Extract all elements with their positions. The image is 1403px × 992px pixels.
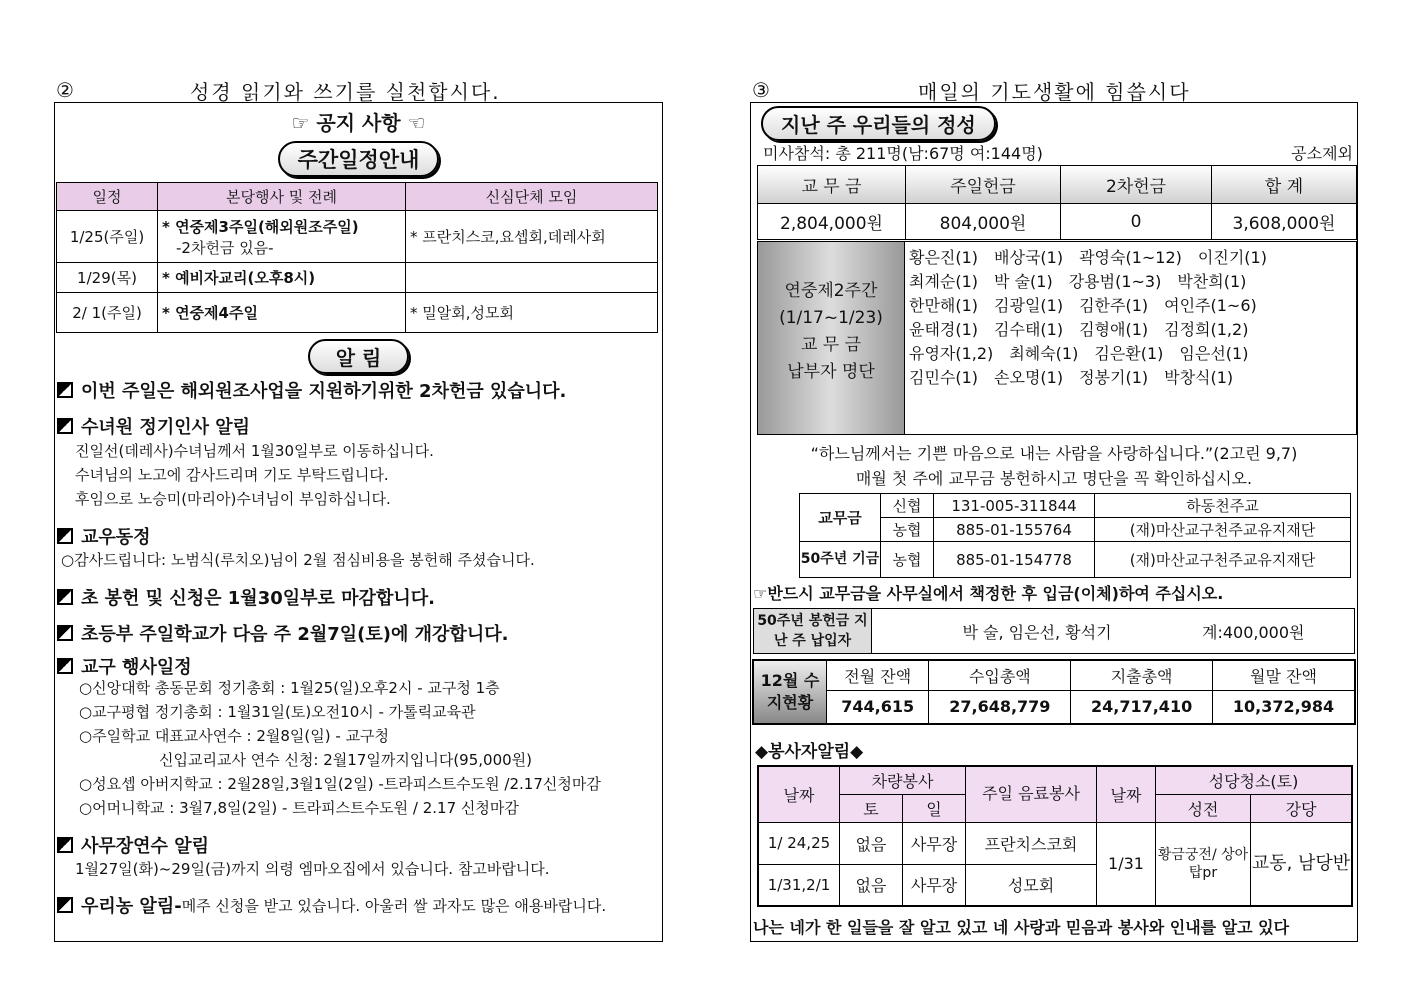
page-number-right: ③ [752, 78, 770, 102]
vol-clean-date: 1/31 [1097, 822, 1156, 906]
donors-list: 황은진(1) 배상국(1) 곽영숙(1~12) 이진기(1) 최계순(1) 박 술(1) 강용범(1~3) 박찬희(1) 한만해(1) 김광일(1) 김한주(1) 여인주(1~6) 윤태경(1) 김수태(1) 김형애(1) 김정희(1,2) 유영자(1,2) 최혜숙(1) 김은환(1) 임은선(1) 김민수(1) 손오명(1) 정봉기(1) 박창식(1) [905, 241, 1357, 435]
offering-header: 주일헌금 [906, 166, 1061, 204]
square-bullet-icon [57, 658, 73, 674]
vol-header-car-sat: 토 [840, 794, 903, 822]
schedule-date: 1/29(목) [57, 263, 158, 293]
table-row: 1/ 24,25 없음 사무장 프란치스코회 1/31 황금궁전/ 상아탑pr 교동, 남당반 [758, 822, 1352, 864]
schedule-header-date: 일정 [57, 183, 158, 211]
finance-header: 지출총액 [1071, 660, 1213, 690]
vol-header-car-sun: 일 [903, 794, 966, 822]
bank-owner: 하동천주교 [1095, 494, 1351, 518]
december-finance-table [752, 659, 1356, 725]
schedule-group: * 밀알회,성모회 [406, 293, 658, 333]
schedule-header-group: 신심단체 모임 [406, 183, 658, 211]
vol-header-clean1: 성전 [1156, 794, 1251, 822]
payment-warning: ☞반드시 교무금을 사무실에서 책정한 후 입금(이체)하여 주십시오. [753, 584, 1224, 603]
schedule-event: * 연중제4주일 [158, 293, 406, 333]
weekly-schedule-title: 주간일정안내 [278, 141, 440, 177]
bank-account: 885-01-155764 [934, 518, 1095, 542]
schedule-date: 1/25(주일) [57, 211, 158, 263]
finance-value: 10,372,984 [1212, 690, 1355, 724]
right-panel [750, 102, 1358, 942]
fifty-fund-names: 박 술, 임은선, 황석기 [962, 622, 1112, 642]
finance-value: 24,717,410 [1071, 690, 1213, 724]
table-row [57, 293, 658, 333]
december-label: 12월 수지현황 [753, 660, 827, 724]
notice-item-5: 초등부 주일학교가 다음 주 2월7일(토)에 개강합니다. [57, 620, 508, 646]
fifty-fund-row [753, 608, 1355, 654]
bank-name: 농협 [881, 518, 934, 542]
bank-label-offering: 교무금 [800, 494, 881, 542]
table-row [57, 263, 658, 293]
bank-name: 농협 [881, 542, 934, 578]
mass-note: 공소제외 [1291, 144, 1353, 163]
mass-attendance: 미사참석: 총 211명(남:67명 여:144명) [763, 144, 1043, 163]
square-bullet-icon [57, 897, 73, 913]
offering-value: 804,000원 [906, 204, 1061, 240]
notice-item-4: 초 봉헌 및 신청은 1월30일부로 마감합니다. [57, 584, 435, 610]
page-number-left: ② [56, 78, 74, 102]
notice-item-1: 이번 주일은 해외원조사업을 지원하기위한 2차헌금 있습니다. [57, 377, 566, 403]
fifty-fund-label: 50주년 봉헌금 지난 주 납입자 [754, 609, 872, 653]
bank-account: 131-005-311844 [934, 494, 1095, 518]
bank-owner: (재)마산교구천주교유지재단 [1095, 542, 1351, 578]
finance-header: 월말 잔액 [1212, 660, 1355, 690]
offering-header: 2차헌금 [1061, 166, 1212, 204]
square-bullet-icon [57, 528, 73, 544]
table-row: 1/31,2/1 없음 사무장 성모회 [758, 864, 1352, 906]
notice-item-8: 우리농 알림- 메주 신청을 받고 있습니다. 아울러 쌀 과자도 많은 애용바랍니다. [57, 892, 606, 918]
table-row [57, 211, 658, 263]
square-bullet-icon [57, 382, 73, 398]
vol-header-drink: 주일 음료봉사 [966, 766, 1097, 822]
notice-item-3-body: ○ 감사드립니다: 노범식(루치오)님이 2월 점심비용을 봉헌해 주셨습니다. [61, 549, 535, 570]
offering-header: 합 계 [1212, 166, 1357, 204]
notice-item-6-title: 교구 행사일정 [57, 653, 192, 679]
notice-item-3-title: 교우동정 [57, 523, 151, 549]
offering-value: 2,804,000원 [758, 204, 906, 240]
fifty-fund-total: 계:400,000원 [1202, 622, 1305, 642]
footer-verse: 나는 네가 한 일들을 잘 알고 있고 네 사랑과 믿음과 봉사와 인내를 알고 있다 [753, 918, 1290, 937]
notice-item-2-body: 진일선(데레사)수녀님께서 1월30일부로 이동하십니다. 수녀님의 노고에 감사드리며 기도 부탁드립니다. 후임으로 노승미(마리아)수녀님이 부임하십니다. [75, 442, 434, 508]
vol-header-clean2: 강당 [1251, 794, 1353, 822]
square-bullet-icon [57, 837, 73, 853]
notice-item-7-title: 사무장연수 알림 [57, 832, 209, 858]
left-panel [54, 102, 663, 942]
vol-clean1: 황금궁전/ 상아탑pr [1156, 822, 1251, 906]
bank-name: 신협 [881, 494, 934, 518]
notice-item-6-body: ○ 신앙대학 총동문회 정기총회 : 1월25(일)오후2시 - 교구청 1층 ○ 교구평협 정기총회 : 1월31일(토)오전10시 - 가톨릭교육관 ○ 주일학교 대표교사연수 : 2월8일(일) - 교구청 신입교리교사 연수 신청: 2월17일까지입니다(95,000원) ○ 성요셉 아버지학교 : 2월28일,3월1일(2일) -트라피스트수도원 /2.17신청마감 ○ 어머니학교 : 3월7,8일(2일) - 트라피스트수도원 / 2.17 신청마감 [79, 676, 601, 820]
square-bullet-icon [57, 625, 73, 641]
offering-value: 3,608,000원 [1212, 204, 1357, 240]
notice-item-2-title: 수녀원 정기인사 알림 [57, 413, 250, 439]
offering-value: 0 [1061, 204, 1212, 240]
offering-title: 지난 주 우리들의 정성 [761, 106, 996, 141]
finance-header: 수입총액 [929, 660, 1071, 690]
offering-table [757, 165, 1357, 240]
schedule-table [56, 182, 658, 333]
bank-account: 885-01-154778 [934, 542, 1095, 578]
notice-title: ☞ 공지 사항 ☜ [291, 111, 426, 135]
vol-header-car: 차량봉사 [840, 766, 966, 794]
square-bullet-icon [57, 418, 73, 434]
quote-note: 매월 첫 주에 교무금 봉헌하시고 명단을 꼭 확인하십시오. [855, 469, 1253, 488]
schedule-group [406, 263, 658, 293]
square-bullet-icon [57, 589, 73, 605]
notice-item-7-body: 1월27일(화)~29일(금)까지 의령 엠마오집에서 있습니다. 참고바랍니다. [75, 860, 550, 878]
offering-header: 교 무 금 [758, 166, 906, 204]
donors-label: 연중제2주간 (1/17~1/23) 교 무 금 납부자 명단 [757, 241, 905, 435]
finance-header: 전월 잔액 [827, 660, 929, 690]
schedule-event: * 연중제3주일(해외원조주일) [162, 217, 359, 236]
quote: “하느님께서는 기쁜 마음으로 내는 사람을 사랑하십니다.”(2고린 9,7) [810, 444, 1298, 463]
bank-label-fund: 50주년 기금 [800, 542, 881, 578]
bank-owner: (재)마산교구천주교유지재단 [1095, 518, 1351, 542]
bank-table [799, 493, 1351, 578]
vol-clean2: 교동, 남당반 [1251, 822, 1353, 906]
volunteer-title: ◆봉사자알림◆ [755, 742, 864, 762]
vol-header-date: 날짜 [758, 766, 840, 822]
finance-value: 27,648,779 [929, 690, 1071, 724]
schedule-group: * 프란치스코,요셉회,데레사회 [406, 211, 658, 263]
volunteer-table [757, 765, 1353, 907]
schedule-event: * 예비자교리(오후8시) [158, 263, 406, 293]
finance-value: 744,615 [827, 690, 929, 724]
schedule-header-event: 본당행사 및 전례 [158, 183, 406, 211]
vol-header-date2: 날짜 [1097, 766, 1156, 822]
notices-label: 알 림 [308, 339, 410, 374]
schedule-date: 2/ 1(주일) [57, 293, 158, 333]
schedule-event-note: -2차헌금 있음- [176, 238, 274, 257]
page-header-left: 성경 읽기와 쓰기를 실천합시다. [190, 80, 501, 104]
vol-header-clean: 성당청소(토) [1156, 766, 1353, 794]
page-header-right: 매일의 기도생활에 힘씁시다 [918, 80, 1191, 104]
